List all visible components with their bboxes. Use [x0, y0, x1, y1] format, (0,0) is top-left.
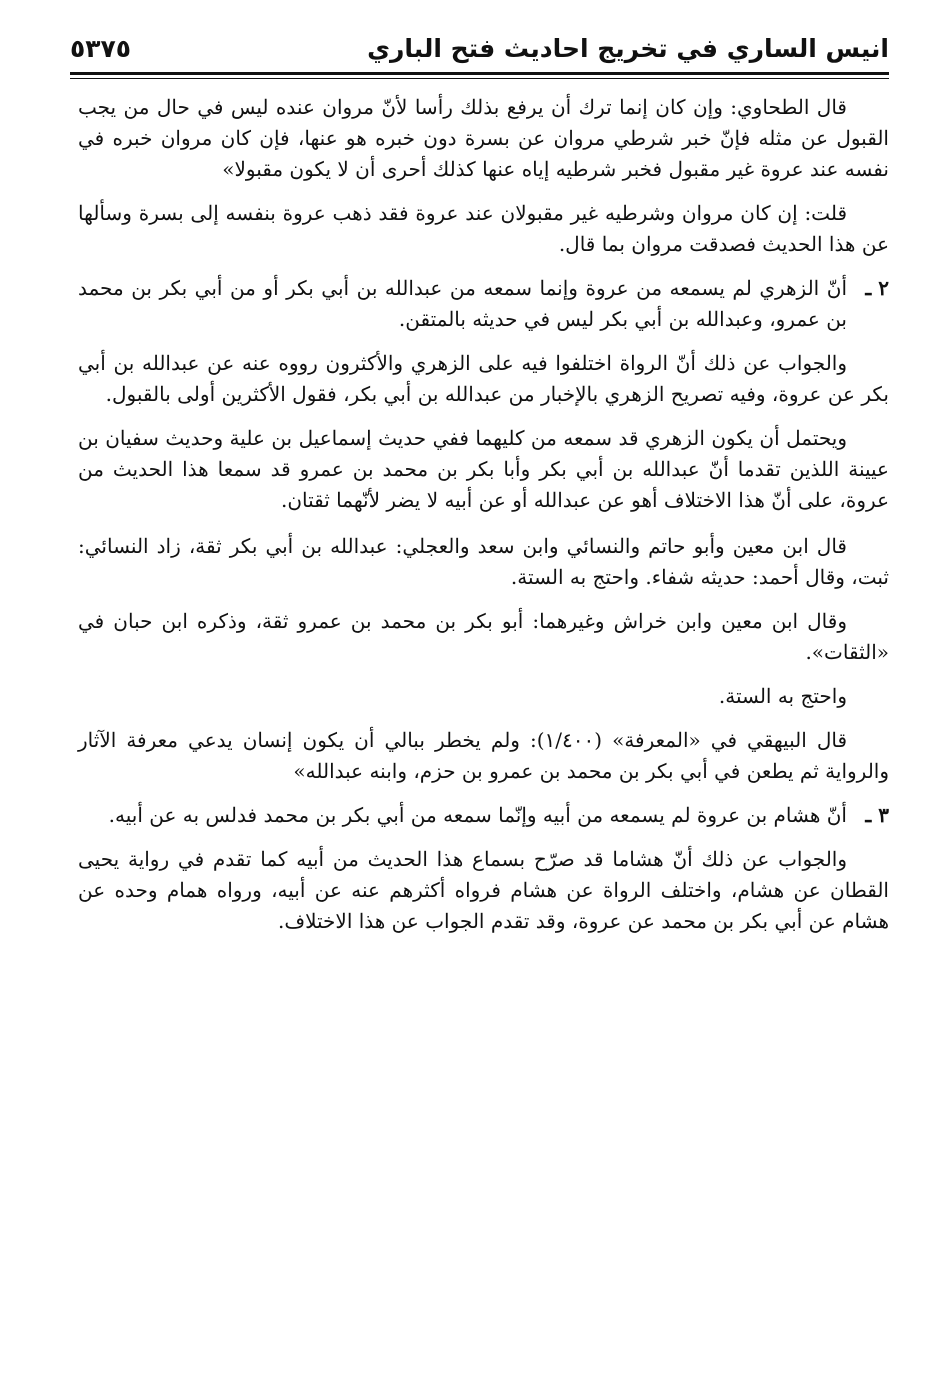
- page-number: ٥٣٧٥: [70, 33, 132, 63]
- paragraph-tahawi: قال الطحاوي: وإن كان إنما ترك أن يرفع بذلك رأسا لأنّ مروان عنده ليس في حال من يجب القبول عن مثله فإنّ خبر شرطي مروان عن بسرة دون خبره هو عنها، فإن كان مروان خبره في نفسه عند عروة غير مقبول فخبر شرطيه إياه عنها كذلك أحرى أن لا يكون مقبولا»: [78, 95, 889, 181]
- item-text: أنّ الزهري لم يسمعه من عروة وإنما سمعه من عبدالله بن أبي بكر أو من أبي بكر بن محمد بن عمرو، وعبدالله بن أبي بكر ليس في حديثه بالمتقن.: [78, 276, 847, 331]
- paragraph-bayhaqi: قال البيهقي في «المعرفة» (١/٤٠٠): ولم يخطر ببالي أن يكون إنسان يدعي معرفة الآثار والرواية ثم يطعن في أبي بكر بن محمد بن عمرو بن حزم، وابنه عبدالله»: [78, 728, 889, 783]
- item-number: ٢ ـ: [865, 276, 889, 300]
- paragraph-qultu: قلت: إن كان مروان وشرطيه غير مقبولان عند عروة فقد ذهب عروة بنفسه إلى بسرة وسألها عن هذا الحديث فصدقت مروان بما قال.: [78, 201, 889, 256]
- header-rule-thin: [70, 78, 889, 79]
- item-text: أنّ هشام بن عروة لم يسمعه من أبيه وإنّما سمعه من أبي بكر بن محمد فدلس به عن أبيه.: [108, 803, 847, 827]
- paragraph-ibn-main-2: وقال ابن معين وابن خراش وغيرهما: أبو بكر بن محمد بن عمرو ثقة، وذكره ابن حبان في «الثقات».: [78, 609, 889, 664]
- list-item-2: [78, 273, 889, 335]
- list-item-3: [78, 800, 889, 831]
- paragraph-ibn-main-1: قال ابن معين وأبو حاتم والنسائي وابن سعد والعجلي: عبدالله بن أبي بكر ثقة، زاد النسائي: ثبت، وقال أحمد: حديثه شفاء. واحتج به الستة.: [78, 534, 889, 589]
- page-body: [78, 92, 889, 950]
- paragraph-possibility: ويحتمل أن يكون الزهري قد سمعه من كليهما ففي حديث إسماعيل بن علية وحديث سفيان بن عيينة اللذين تقدما أنّ عبدالله بن أبي بكر وأبا بكر بن محمد بن عمرو قد سمعا هذا الحديث من عروة، على أنّ هذا الاختلاف أهو عن عبدالله أو عن أبيه لا يضر لأنّهما ثقتان.: [78, 426, 889, 512]
- paragraph-answer-1: والجواب عن ذلك أنّ الرواة اختلفوا فيه على الزهري والأكثرون رووه عنه عن عبدالله بن أبي بكر عن عروة، وفيه تصريح الزهري بالإخبار من عبدالله بن أبي بكر، فقول الأكثرين أولى بالقبول.: [78, 351, 889, 406]
- header-rule-thick: [70, 72, 889, 75]
- item-number: ٣ ـ: [865, 803, 889, 827]
- running-header: [70, 28, 889, 68]
- paragraph-ihtajja: واحتج به الستة.: [718, 684, 847, 708]
- paragraph-answer-2: والجواب عن ذلك أنّ هشاما قد صرّح بسماع هذا الحديث من أبيه كما تقدم في رواية يحيى القطان عن هشام، واختلف الرواة عن هشام فرواه أكثرهم عنه عن أبيه، ورواه همام وحده عن هشام عن أبي بكر بن محمد عن عروة، وقد تقدم الجواب عن هذا الاختلاف.: [78, 847, 889, 933]
- book-title: انيس الساري في تخريج احاديث فتح الباري: [367, 33, 889, 63]
